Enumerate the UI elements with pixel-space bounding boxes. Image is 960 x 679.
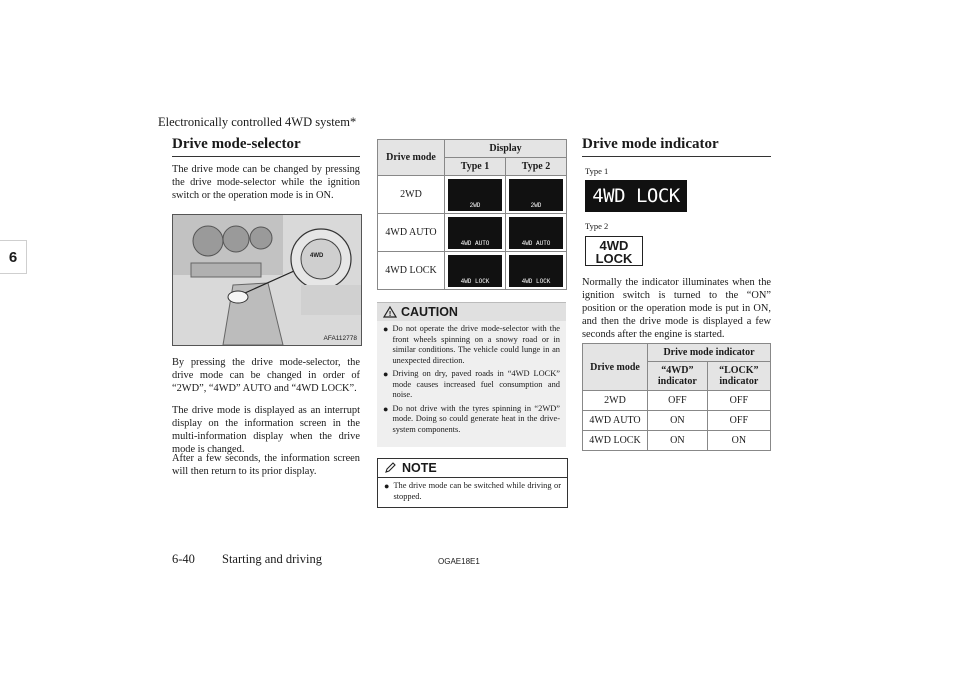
section-title-drive-mode-indicator: Drive mode indicator (582, 136, 771, 157)
paragraph-return: After a few seconds, the information screen will then return to its prior display. (172, 453, 360, 477)
row-mode: 4WD LOCK (583, 431, 648, 451)
drive-mode-display-table (377, 139, 567, 290)
type1-indicator-display: 4WD LOCK (585, 180, 687, 212)
document-code: OGAE18E1 (438, 557, 480, 566)
note-box (377, 458, 568, 508)
drive-mode-selector-photo (172, 214, 362, 346)
display-label: 4WD LOCK (460, 277, 490, 285)
header-display: Display (445, 140, 567, 158)
caution-item (383, 404, 560, 436)
display-screen (448, 179, 502, 211)
display-label: 4WD LOCK (521, 277, 551, 285)
display-cell (445, 214, 506, 252)
display-cell (445, 252, 506, 290)
display-screen (448, 217, 502, 249)
display-label: 2WD (469, 201, 481, 209)
row-mode: 4WD AUTO (583, 411, 648, 431)
row-lock-state: OFF (707, 411, 770, 431)
note-text: The drive mode can be switched while driving or stopped. (393, 481, 561, 501)
table-row (378, 252, 567, 290)
header-lock-indicator: “LOCK” indicator (707, 362, 770, 391)
row-4wd-state: ON (648, 411, 708, 431)
display-label: 4WD AUTO (460, 239, 490, 247)
page-number: 6-40 (172, 552, 195, 566)
bullet-icon: ● (384, 481, 390, 491)
note-pencil-icon (384, 462, 398, 474)
note-item (384, 481, 561, 502)
bullet-icon: ● (383, 324, 389, 334)
header-drive-mode: Drive mode (583, 344, 648, 391)
row-mode: 2WD (583, 391, 648, 411)
bullet-icon: ● (383, 369, 389, 379)
row-lock-state: OFF (707, 391, 770, 411)
table-row (583, 411, 771, 431)
display-cell (506, 214, 567, 252)
bullet-icon: ● (383, 403, 389, 414)
type2-line-2: LOCK (595, 251, 633, 266)
header-drive-mode: Drive mode (378, 140, 445, 176)
header-indicator: Drive mode indicator (648, 344, 771, 362)
header-type1: Type 1 (445, 158, 506, 176)
table-row (583, 431, 771, 451)
svg-text:!: ! (388, 311, 392, 318)
display-screen (448, 255, 502, 287)
caution-title: CAUTION (401, 305, 458, 319)
type2-indicator-display (585, 236, 643, 266)
figure-code: AFA112778 (323, 335, 357, 342)
section-title-drive-mode-selector: Drive mode-selector (172, 136, 360, 157)
caution-header (377, 303, 566, 321)
display-cell (445, 176, 506, 214)
display-screen (509, 255, 563, 287)
console-illustration (173, 215, 361, 345)
display-screen (509, 217, 563, 249)
warning-triangle-icon (383, 306, 397, 318)
display-label: 2WD (530, 201, 542, 209)
header-type2: Type 2 (506, 158, 567, 176)
type1-label: Type 1 (585, 166, 609, 176)
caution-text: Do not drive with the tyres spinning in “2WD” mode. Doing so could generate heat in the drive-system components. (392, 403, 560, 434)
display-screen (509, 179, 563, 211)
knob-label: 4WD (310, 253, 324, 259)
row-4wd-state: OFF (648, 391, 708, 411)
caution-text: Do not operate the drive mode-selector with the front wheels spinning on a snowy road or in similar conditions. The vehicle could lunge in an unexpected direction. (392, 324, 560, 365)
row-mode: 2WD (378, 176, 445, 214)
indicator-paragraph: Normally the indicator illuminates when the ignition switch is turned to the “ON” position or the operation mode is put in ON, and then the drive mode is displayed a few seconds after the engine is started. (582, 277, 771, 340)
row-mode: 4WD LOCK (378, 252, 445, 290)
row-mode: 4WD AUTO (378, 214, 445, 252)
table-row (583, 391, 771, 411)
type2-label: Type 2 (585, 221, 609, 231)
display-cell (506, 176, 567, 214)
running-header: Electronically controlled 4WD system* (158, 115, 357, 129)
caution-item (383, 369, 560, 401)
row-4wd-state: ON (648, 431, 708, 451)
intro-paragraph: The drive mode can be changed by pressing the drive mode-selector while the ignition switch or the operation mode is in ON. (172, 164, 360, 201)
note-header (378, 459, 567, 478)
display-label: 4WD AUTO (521, 239, 551, 247)
caution-box (377, 302, 566, 447)
table-row (378, 176, 567, 214)
header-4wd-indicator: “4WD” indicator (648, 362, 708, 391)
drive-mode-indicator-table (582, 343, 771, 451)
footer-section: Starting and driving (222, 552, 322, 566)
display-cell (506, 252, 567, 290)
row-lock-state: ON (707, 431, 770, 451)
paragraph-order: By pressing the drive mode-selector, the drive mode can be changed in order of “2WD”, “4WD” AUTO and “4WD LOCK”. (172, 357, 360, 394)
caution-item (383, 324, 560, 366)
table-row (378, 214, 567, 252)
chapter-tab: 6 (0, 240, 27, 274)
note-title: NOTE (402, 461, 437, 475)
paragraph-interrupt-display: The drive mode is displayed as an interrupt display on the information screen in the multi-information display when the drive mode is changed. (172, 405, 360, 455)
caution-text: Driving on dry, paved roads in “4WD LOCK” mode causes increased fuel consumption and noise. (392, 369, 560, 399)
type2-line-1: 4WD (599, 238, 629, 253)
